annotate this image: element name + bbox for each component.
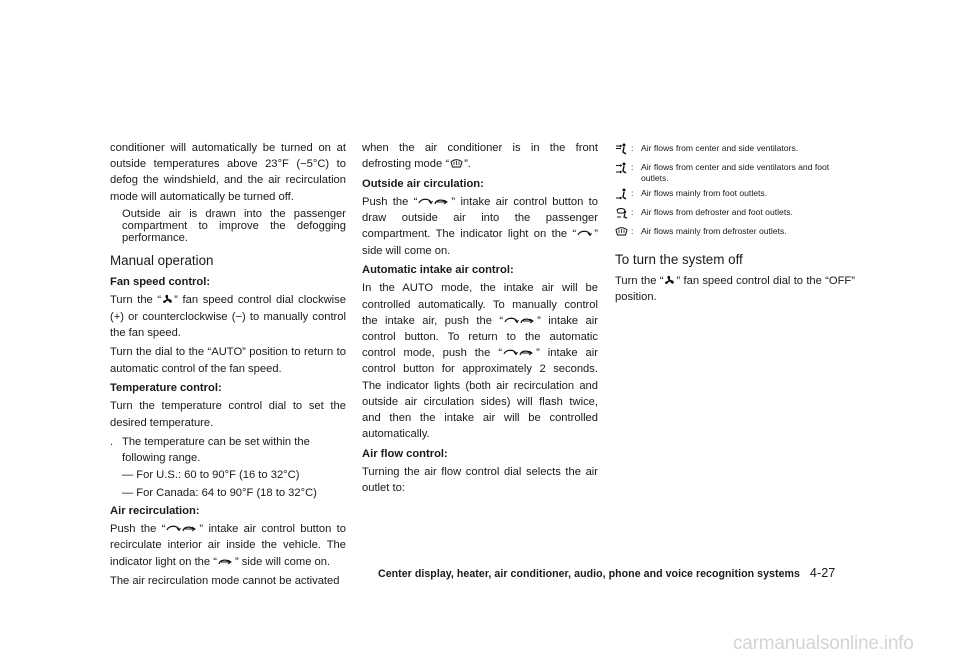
bullet-item: [110, 434, 346, 466]
legend-text: Air flows mainly from defroster outlets.: [641, 226, 787, 236]
paragraph: [362, 194, 598, 259]
column-middle: [362, 140, 598, 500]
text: ” intake air control button for approximately 2 seconds. The indicator lights (both air recirculation and outside air circulation sides) will flash twice, and then the intake air will be controlled automatically.: [362, 347, 598, 441]
text: ” intake air control button. To return to the automatic control mode, push the “: [362, 314, 598, 360]
text: ” fan speed control dial clockwise (+) or counterclockwise (−) to manually control the fan speed.: [110, 294, 346, 339]
paragraph: [110, 292, 346, 341]
paragraph: [110, 208, 346, 244]
legend-item-face: [615, 143, 855, 158]
range-canada: — For Canada: 64 to 90°F (18 to 32°C): [122, 486, 317, 499]
defrost-foot-icon: [615, 207, 631, 222]
colon: :: [631, 226, 634, 236]
text: Push the “: [362, 196, 418, 208]
text: when the air conditioner is in the front defrosting mode “: [362, 142, 598, 171]
colon: :: [631, 162, 634, 172]
range-us: — For U.S.: 60 to 90°F (16 to 32°C): [122, 468, 300, 481]
heading-manual-operation: Manual operation: [110, 253, 214, 269]
footer-title: Center display, heater, air conditioner, audio, phone and voice recognition systems: [378, 568, 800, 580]
fan-icon: [162, 294, 173, 305]
legend-item-foot: [615, 188, 855, 203]
paragraph: The air recirculation mode cannot be activated: [110, 575, 340, 588]
defrost-icon: [450, 158, 463, 169]
bi-level-icon: [615, 162, 631, 184]
text: ” side will come on.: [234, 555, 331, 568]
text: ”.: [464, 158, 471, 171]
heading-temperature: Temperature control:: [110, 382, 222, 395]
legend-text: Air flows from center and side ventilators.: [641, 143, 799, 153]
legend-text: Air flows from defroster and foot outlets.: [641, 207, 793, 217]
heading-automatic-intake: Automatic intake air control:: [362, 264, 514, 277]
heading-turn-off: To turn the system off: [615, 252, 743, 267]
page-number: 4-27: [809, 566, 836, 580]
paragraph: conditioner will automatically be turned on at outside temperatures above 23°F (−5°C) to defog the windshield, and the air recirculation mode will automatically be turned off.: [110, 142, 346, 203]
heading-air-flow: Air flow control:: [362, 447, 448, 460]
text: Turn the “: [110, 294, 162, 307]
text: ” fan speed control dial to the “OFF” position.: [615, 275, 855, 304]
foot-vent-icon: [615, 188, 631, 203]
bullet-text: The temperature can be set within the following range.: [122, 436, 310, 465]
column-left: [110, 140, 346, 593]
paragraph: Turn the dial to the “AUTO” position to return to automatic control of the fan speed.: [110, 346, 346, 375]
face-vent-icon: [615, 143, 631, 158]
paragraph: Turn the temperature control dial to set the desired temperature.: [110, 400, 346, 429]
paragraph-text: Outside air is drawn into the passenger compartment to improve the defogging performance.: [122, 208, 346, 245]
legend-item-defrost: [615, 226, 855, 241]
heading-air-recirculation: Air recirculation:: [110, 505, 200, 518]
page-footer: [378, 566, 835, 580]
text: ” side will come on.: [362, 228, 598, 257]
colon: :: [631, 143, 634, 153]
intake-button-icon: [504, 315, 536, 326]
legend-text: Air flows from center and side ventilators and foot outlets.: [641, 162, 830, 183]
legend-item-bilevel: [615, 162, 855, 184]
colon: :: [631, 207, 634, 217]
heading-outside-air: Outside air circulation:: [362, 177, 484, 190]
colon: :: [631, 188, 634, 198]
text: In the AUTO mode, the intake air will be controlled automatically. To manually control the intake air, push the “: [362, 282, 598, 327]
watermark: carmanualsonline.info: [733, 633, 914, 654]
fan-icon: [664, 275, 675, 286]
paragraph: [362, 140, 598, 172]
legend-text: Air flows mainly from foot outlets.: [641, 188, 768, 198]
intake-button-icon: [418, 196, 450, 207]
heading-fan-speed: Fan speed control:: [110, 276, 211, 289]
text: ” intake air control button to recirculate interior air inside the vehicle. The indicator light on the “: [110, 523, 346, 568]
legend-item-defrost-foot: [615, 207, 855, 222]
bullet-mark: .: [110, 436, 114, 449]
paragraph: [615, 273, 855, 305]
intake-button-icon: [503, 347, 535, 358]
paragraph: [110, 521, 346, 570]
text: Turn the “: [615, 275, 664, 287]
paragraph: Turning the air flow control dial selects the air outlet to:: [362, 466, 598, 495]
text: ” intake air control button to draw outside air into the passenger compartment. The indicator light on the “: [362, 196, 598, 241]
recirculation-icon: [218, 556, 234, 567]
text: Push the “: [110, 523, 166, 536]
column-right: [615, 143, 855, 309]
intake-button-icon: [166, 523, 198, 534]
paragraph: [362, 280, 598, 442]
defrost-icon: [615, 226, 631, 241]
outside-air-icon: [577, 228, 593, 239]
